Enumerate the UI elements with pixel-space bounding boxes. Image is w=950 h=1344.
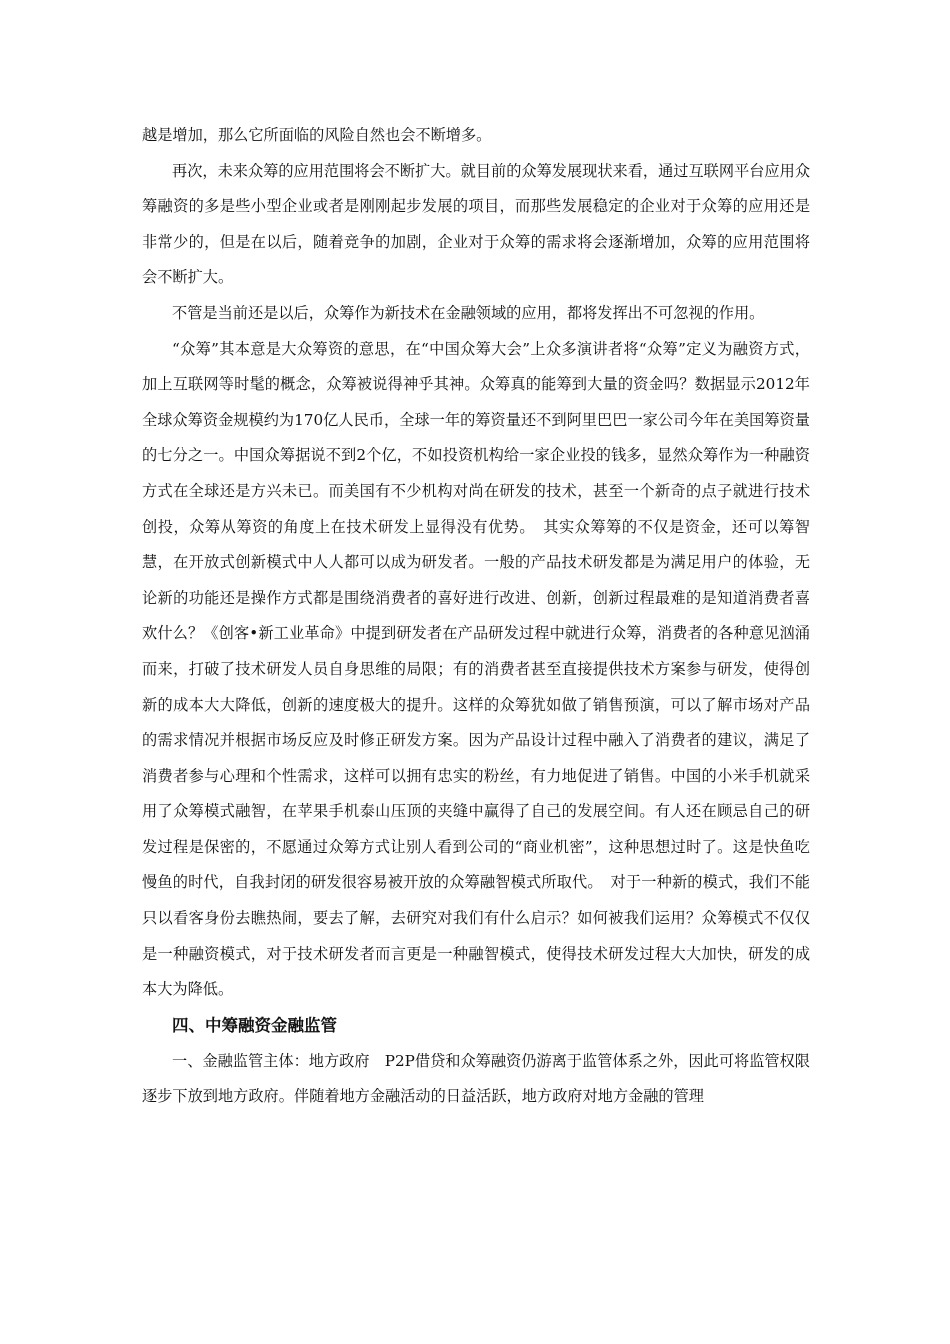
paragraph-continuation: 越是增加，那么它所面临的风险自然也会不断增多。 (142, 126, 492, 144)
paragraph-crowdfunding-meaning: “众筹”其本意是大众筹资的意思，在“中国众筹大会”上众多演讲者将“众筹”定义为融资方式，加上互联网等时髦的概念，众筹被说得神乎其神。众筹真的能筹到大量的资金吗？数据显示2012年全球众筹资金规模约为170亿人民币，全球一年的筹资量还不到阿里巴巴一家公司今年在美国筹资量的七分之一。中国众筹据说不到2个亿，不如投资机构给一家企业投的钱多，显然众筹作为一种融资方式在全球还是方兴未已。而美国有不少机构对尚在研发的技术，甚至一个新奇的点子就进行技术创投，众筹从筹资的角度上在技术研发上显得没有优势。 其实众筹筹的不仅是资金，还可以筹智慧，在开放式创新模式中人人都可以成为研发者。一般的产品技术研发都是为满足用户的体验，无论新的功能还是操作方式都是围绕消费者的喜好进行改进、创新，创新过程最难的是知道消费者喜欢什么？《创客•新工业革命》中提到研发者在产品研发过程中就进行众筹，消费者的各种意见汹涌而来，打破了技术研发人员自身思维的局限；有的消费者甚至直接提供技术方案参与研发，使得创新的成本大大降低，创新的速度极大的提升。这样的众筹犹如做了销售预演，可以了解市场对产品的需求情况并根据市场反应及时修正研发方案。因为产品设计过程中融入了消费者的建议，满足了消费者参与心理和个性需求，这样可以拥有忠实的粉丝，有力地促进了销售。中国的小米手机就采用了众筹模式融智，在苹果手机泰山压顶的夹缝中赢得了自己的发展空间。有人还在顾忌自己的研发过程是保密的，不愿通过众筹方式让别人看到公司的“商业机密”，这种思想过时了。这是快鱼吃慢鱼的时代，自我封闭的研发很容易被开放的众筹融智模式所取代。 对于一种新的模式，我们不能只以看客身份去瞧热闹，要去了解，去研究对我们有什么启示？如何被我们运用？众筹模式不仅仅是一种融资模式，对于技术研发者而言更是一种融智模式，使得技术研发过程大大加快，研发的成本大为降低。 (142, 339, 810, 999)
section-heading: 四、中筹融资金融监管 (172, 1015, 337, 1035)
paragraph-application-scope: 再次，未来众筹的应用范围将会不断扩大。就目前的众筹发展现状来看，通过互联网平台应用众筹融资的多是些小型企业或者是刚刚起步发展的项目，而那些发展稳定的企业对于众筹的应用还是非常少的，但是在以后，随着竞争的加剧，企业对于众筹的需求将会逐渐增加，众筹的应用范围将会不断扩大。 (142, 161, 810, 287)
paragraph-regulation-subject: 一、金融监管主体：地方政府 P2P借贷和众筹融资仍游离于监管体系之外，因此可将监管权限逐步下放到地方政府。伴随着地方金融活动的日益活跃，地方政府对地方金融的管理 (142, 1051, 810, 1106)
document-page (142, 118, 810, 1115)
paragraph-summary: 不管是当前还是以后，众筹作为新技术在金融领域的应用，都将发挥出不可忽视的作用。 (172, 303, 765, 322)
